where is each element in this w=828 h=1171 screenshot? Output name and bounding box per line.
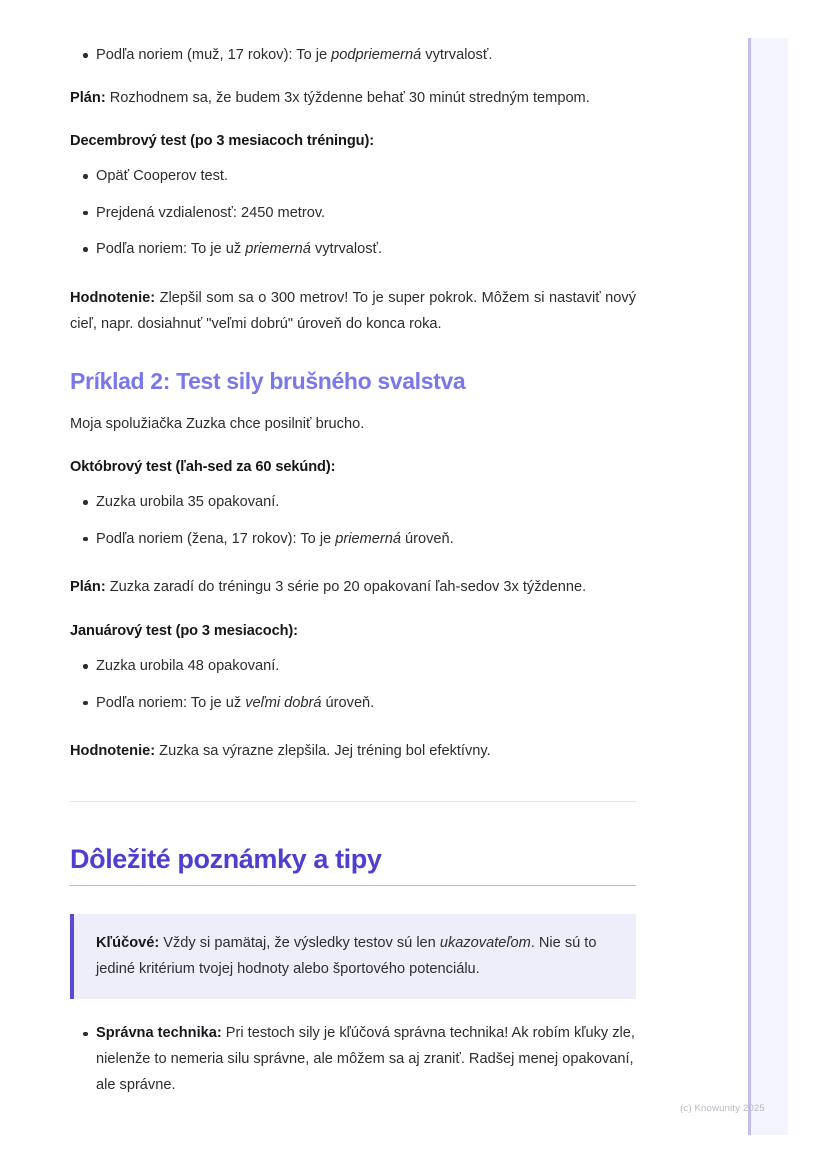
bullet-text-emphasis: priemerná [335, 530, 401, 547]
plan-text: Zuzka zaradí do tréningu 3 série po 20 opakovaní ľah-sedov 3x týždenne. [105, 579, 587, 596]
key-callout-box [70, 914, 636, 999]
list-item [70, 42, 636, 69]
callout-emphasis: ukazovateľom [439, 934, 531, 951]
evaluation-text: Zlepšil som sa o 300 metrov! To je super pokrok. Môžem si nastaviť nový cieľ, napr. dosiahnuť "veľmi dobrú" úroveň do konca roka. [70, 289, 636, 333]
bullet-text-lead: Podľa noriem (žena, 17 rokov): To je [96, 530, 336, 547]
bullet-text-lead: Podľa noriem: To je už [96, 694, 246, 711]
evaluation-paragraph-1 [70, 285, 636, 338]
bullet-text-emphasis: priemerná [245, 241, 311, 258]
tips-list [70, 1021, 636, 1099]
october-test-heading: Októbrový test (ľah-sed za 60 sekúnd): [70, 459, 336, 476]
plan-label: Plán: [70, 579, 106, 596]
december-test-list [70, 163, 636, 263]
bullet-text-tail: úroveň. [321, 694, 375, 711]
callout-lead: Vždy si pamätaj, že výsledky testov sú len [159, 934, 440, 951]
list-item: Opäť Cooperov test. [70, 163, 636, 190]
notes-and-tips-heading: Dôležité poznámky a tipy [70, 844, 636, 886]
plan-label: Plán: [70, 89, 106, 106]
list-item: Prejdená vzdialenosť: 2450 metrov. [70, 200, 636, 227]
december-test-heading: Decembrový test (po 3 mesiacoch tréningu): [70, 133, 374, 150]
list-item [70, 1021, 636, 1099]
list-item [70, 690, 636, 717]
tip-text: Pri testoch sily je kľúčová správna technika! Ak robím kľuky zle, nielenže to nemeria silu správne, ale môžem sa aj zraniť. Radšej menej opakovaní, ale správne. [96, 1024, 635, 1093]
callout-paragraph [96, 930, 616, 983]
january-test-list [70, 653, 636, 716]
page-side-strip [748, 38, 788, 1135]
norms-bullet-list [70, 42, 636, 69]
document-content [70, 0, 636, 1113]
bullet-text-tail: vytrvalosť. [421, 47, 493, 63]
callout-tail: . Nie sú to jediné kritérium tvojej hodnoty alebo športového potenciálu. [96, 934, 597, 978]
list-item: Zuzka urobila 48 opakovaní. [70, 653, 636, 680]
list-item [70, 236, 636, 263]
tip-label: Správna technika: [96, 1024, 222, 1041]
evaluation-label: Hodnotenie: [70, 289, 156, 306]
list-item [70, 526, 636, 553]
callout-label: Kľúčové: [96, 934, 160, 951]
plan-text: Rozhodnem sa, že budem 3x týždenne behať 30 minút stredným tempom. [105, 89, 590, 106]
plan-paragraph-zuzka [70, 574, 636, 601]
example-2-intro: Moja spolužiačka Zuzka chce posilniť brucho. [70, 415, 365, 432]
list-item: Zuzka urobila 35 opakovaní. [70, 489, 636, 516]
october-test-list [70, 489, 636, 552]
section-divider [70, 801, 636, 802]
bullet-text-lead: Podľa noriem: To je už [96, 241, 246, 258]
evaluation-paragraph-2 [70, 738, 636, 765]
bullet-text-emphasis: veľmi dobrá [245, 694, 322, 711]
bullet-text-lead: Podľa noriem (muž, 17 rokov): To je [96, 47, 332, 63]
evaluation-label: Hodnotenie: [70, 743, 156, 760]
bullet-text-tail: vytrvalosť. [310, 241, 383, 258]
copyright-watermark: (c) Knowunity 2025 [680, 1103, 765, 1114]
plan-paragraph-october [70, 85, 636, 112]
bullet-text-tail: úroveň. [400, 530, 454, 547]
evaluation-text: Zuzka sa výrazne zlepšila. Jej tréning bol efektívny. [155, 743, 491, 760]
bullet-text-emphasis: podpriemerná [331, 47, 422, 63]
january-test-heading: Januárový test (po 3 mesiacoch): [70, 623, 298, 640]
example-2-heading: Príklad 2: Test sily brušného svalstva [70, 367, 466, 394]
